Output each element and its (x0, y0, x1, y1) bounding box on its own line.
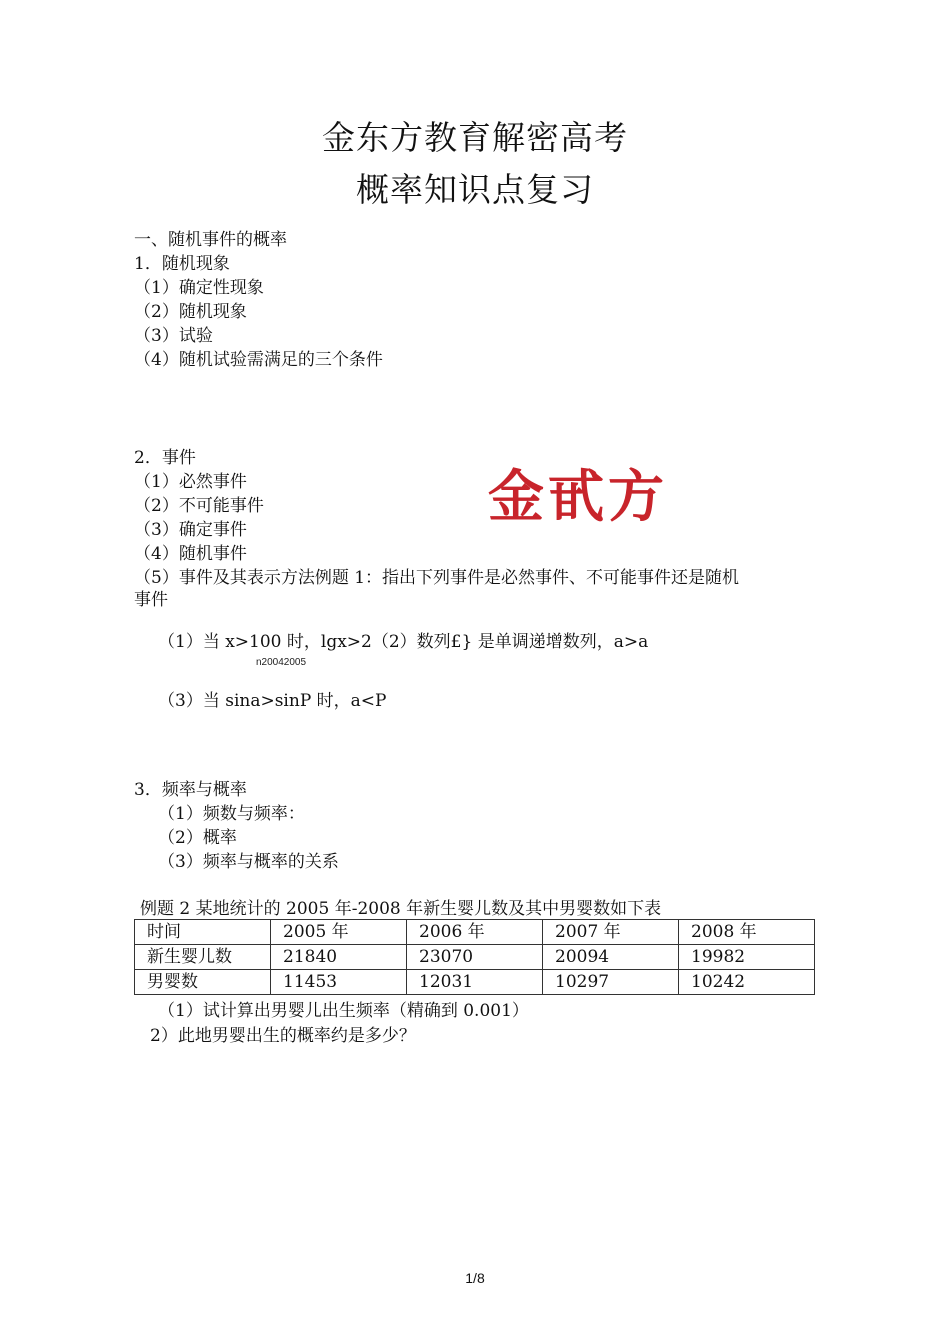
table-cell: 19982 (679, 945, 815, 970)
table-cell: 男婴数 (135, 970, 271, 995)
example-title: 例题 2 某地统计的 2005 年-2008 年新生婴儿数及其中男婴数如下表 (140, 899, 662, 919)
table-header-row (135, 920, 815, 945)
example-line: （1）当 x>100 时，lgx>2（2）数列£} 是单调递增数列，a>a (158, 632, 649, 652)
table-header-cell: 2006 年 (407, 920, 543, 945)
table-row (135, 970, 815, 995)
births-table (134, 919, 815, 995)
table-cell: 10297 (543, 970, 679, 995)
table-row (135, 945, 815, 970)
list-item: （3）频率与概率的关系 (158, 852, 339, 872)
list-item: （4）随机事件 (134, 544, 247, 564)
brand-logo: 金甙方 (488, 465, 668, 528)
table-header-cell: 2008 年 (679, 920, 815, 945)
list-item: （2）概率 (158, 828, 237, 848)
list-item: （3）确定事件 (134, 520, 247, 540)
list-item: （2）不可能事件 (134, 496, 264, 516)
table-cell: 11453 (271, 970, 407, 995)
list-item-continuation: 事件 (134, 590, 168, 610)
list-item: （1）频数与频率： (158, 804, 305, 824)
section-heading-random-event: 一、随机事件的概率 (134, 230, 287, 250)
list-item: （1）确定性现象 (134, 278, 264, 298)
example-line: （3）当 sina>sinP 时，a<P (158, 691, 387, 711)
section-heading-event: 2．事件 (134, 448, 196, 468)
list-item: （5）事件及其表示方法例题 1：指出下列事件是必然事件、不可能事件还是随机 (134, 568, 740, 588)
document-title: 金东方教育解密高考 (322, 118, 628, 157)
table-cell: 20094 (543, 945, 679, 970)
question-line: （1）试计算出男婴儿出生频率（精确到 0.001） (158, 1001, 529, 1021)
list-item: （4）随机试验需满足的三个条件 (134, 350, 383, 370)
page-number: 1/8 (465, 1270, 485, 1286)
example-subscript: n20042005 (256, 657, 307, 668)
table-cell: 21840 (271, 945, 407, 970)
table-header-cell: 时间 (135, 920, 271, 945)
list-item: （2）随机现象 (134, 302, 247, 322)
table-header-cell: 2007 年 (543, 920, 679, 945)
table-cell: 12031 (407, 970, 543, 995)
question-line: 2）此地男婴出生的概率约是多少？ (150, 1026, 416, 1046)
table-header-cell: 2005 年 (271, 920, 407, 945)
list-item: （3）试验 (134, 326, 213, 346)
section-heading-frequency: 3．频率与概率 (134, 780, 247, 800)
table-cell: 23070 (407, 945, 543, 970)
document-subtitle: 概率知识点复习 (356, 170, 594, 209)
table-cell: 新生婴儿数 (135, 945, 271, 970)
list-item: （1）必然事件 (134, 472, 247, 492)
table-cell: 10242 (679, 970, 815, 995)
subsection-random-phenomenon: 1．随机现象 (134, 254, 230, 274)
